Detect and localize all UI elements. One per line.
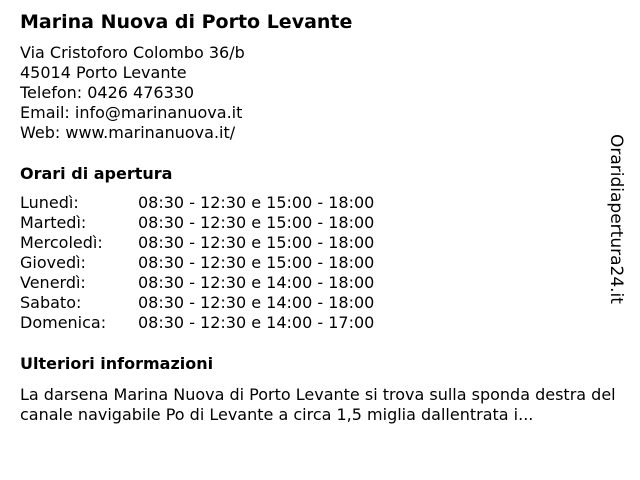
time-range: 08:30 - 12:30 e 15:00 - 18:00 — [138, 213, 375, 232]
hours-row-sunday — [20, 313, 600, 333]
address-block — [20, 43, 600, 143]
day-label: Sabato: — [20, 293, 82, 312]
website-link: Web: www.marinanuova.it/ — [20, 123, 236, 142]
info-heading: Ulteriori informazioni — [20, 354, 214, 373]
time-range: 08:30 - 12:30 e 14:00 - 17:00 — [138, 313, 375, 332]
opening-hours-table — [20, 193, 600, 333]
hours-row-monday — [20, 193, 600, 213]
hours-heading: Orari di apertura — [20, 164, 173, 183]
hours-row-tuesday — [20, 213, 600, 233]
time-range: 08:30 - 12:30 e 14:00 - 18:00 — [138, 273, 375, 292]
day-label: Domenica: — [20, 313, 107, 332]
hours-row-wednesday — [20, 233, 600, 253]
time-range: 08:30 - 12:30 e 15:00 - 18:00 — [138, 233, 375, 252]
day-label: Lunedì: — [20, 193, 79, 212]
time-range: 08:30 - 12:30 e 15:00 - 18:00 — [138, 253, 375, 272]
email-address: Email: info@marinanuova.it — [20, 103, 243, 122]
brand-watermark: Oraridiapertura24.it — [606, 134, 626, 304]
day-label: Venerdì: — [20, 273, 86, 292]
time-range: 08:30 - 12:30 e 14:00 - 18:00 — [138, 293, 375, 312]
phone-number: Telefon: 0426 476330 — [20, 83, 195, 102]
street-address: Via Cristoforo Colombo 36/b — [20, 43, 245, 62]
city-address: 45014 Porto Levante — [20, 63, 187, 82]
info-description: La darsena Marina Nuova di Porto Levante si trova sulla sponda destra del canale navigabile Po di Levante a circa 1,5 miglia dallentrata i... — [20, 385, 616, 424]
time-range: 08:30 - 12:30 e 15:00 - 18:00 — [138, 193, 375, 212]
hours-row-friday — [20, 273, 600, 293]
day-label: Martedì: — [20, 213, 87, 232]
day-label: Mercoledì: — [20, 233, 103, 252]
day-label: Giovedì: — [20, 253, 86, 272]
page-title: Marina Nuova di Porto Levante — [20, 11, 353, 33]
hours-row-thursday — [20, 253, 600, 273]
hours-row-saturday — [20, 293, 600, 313]
